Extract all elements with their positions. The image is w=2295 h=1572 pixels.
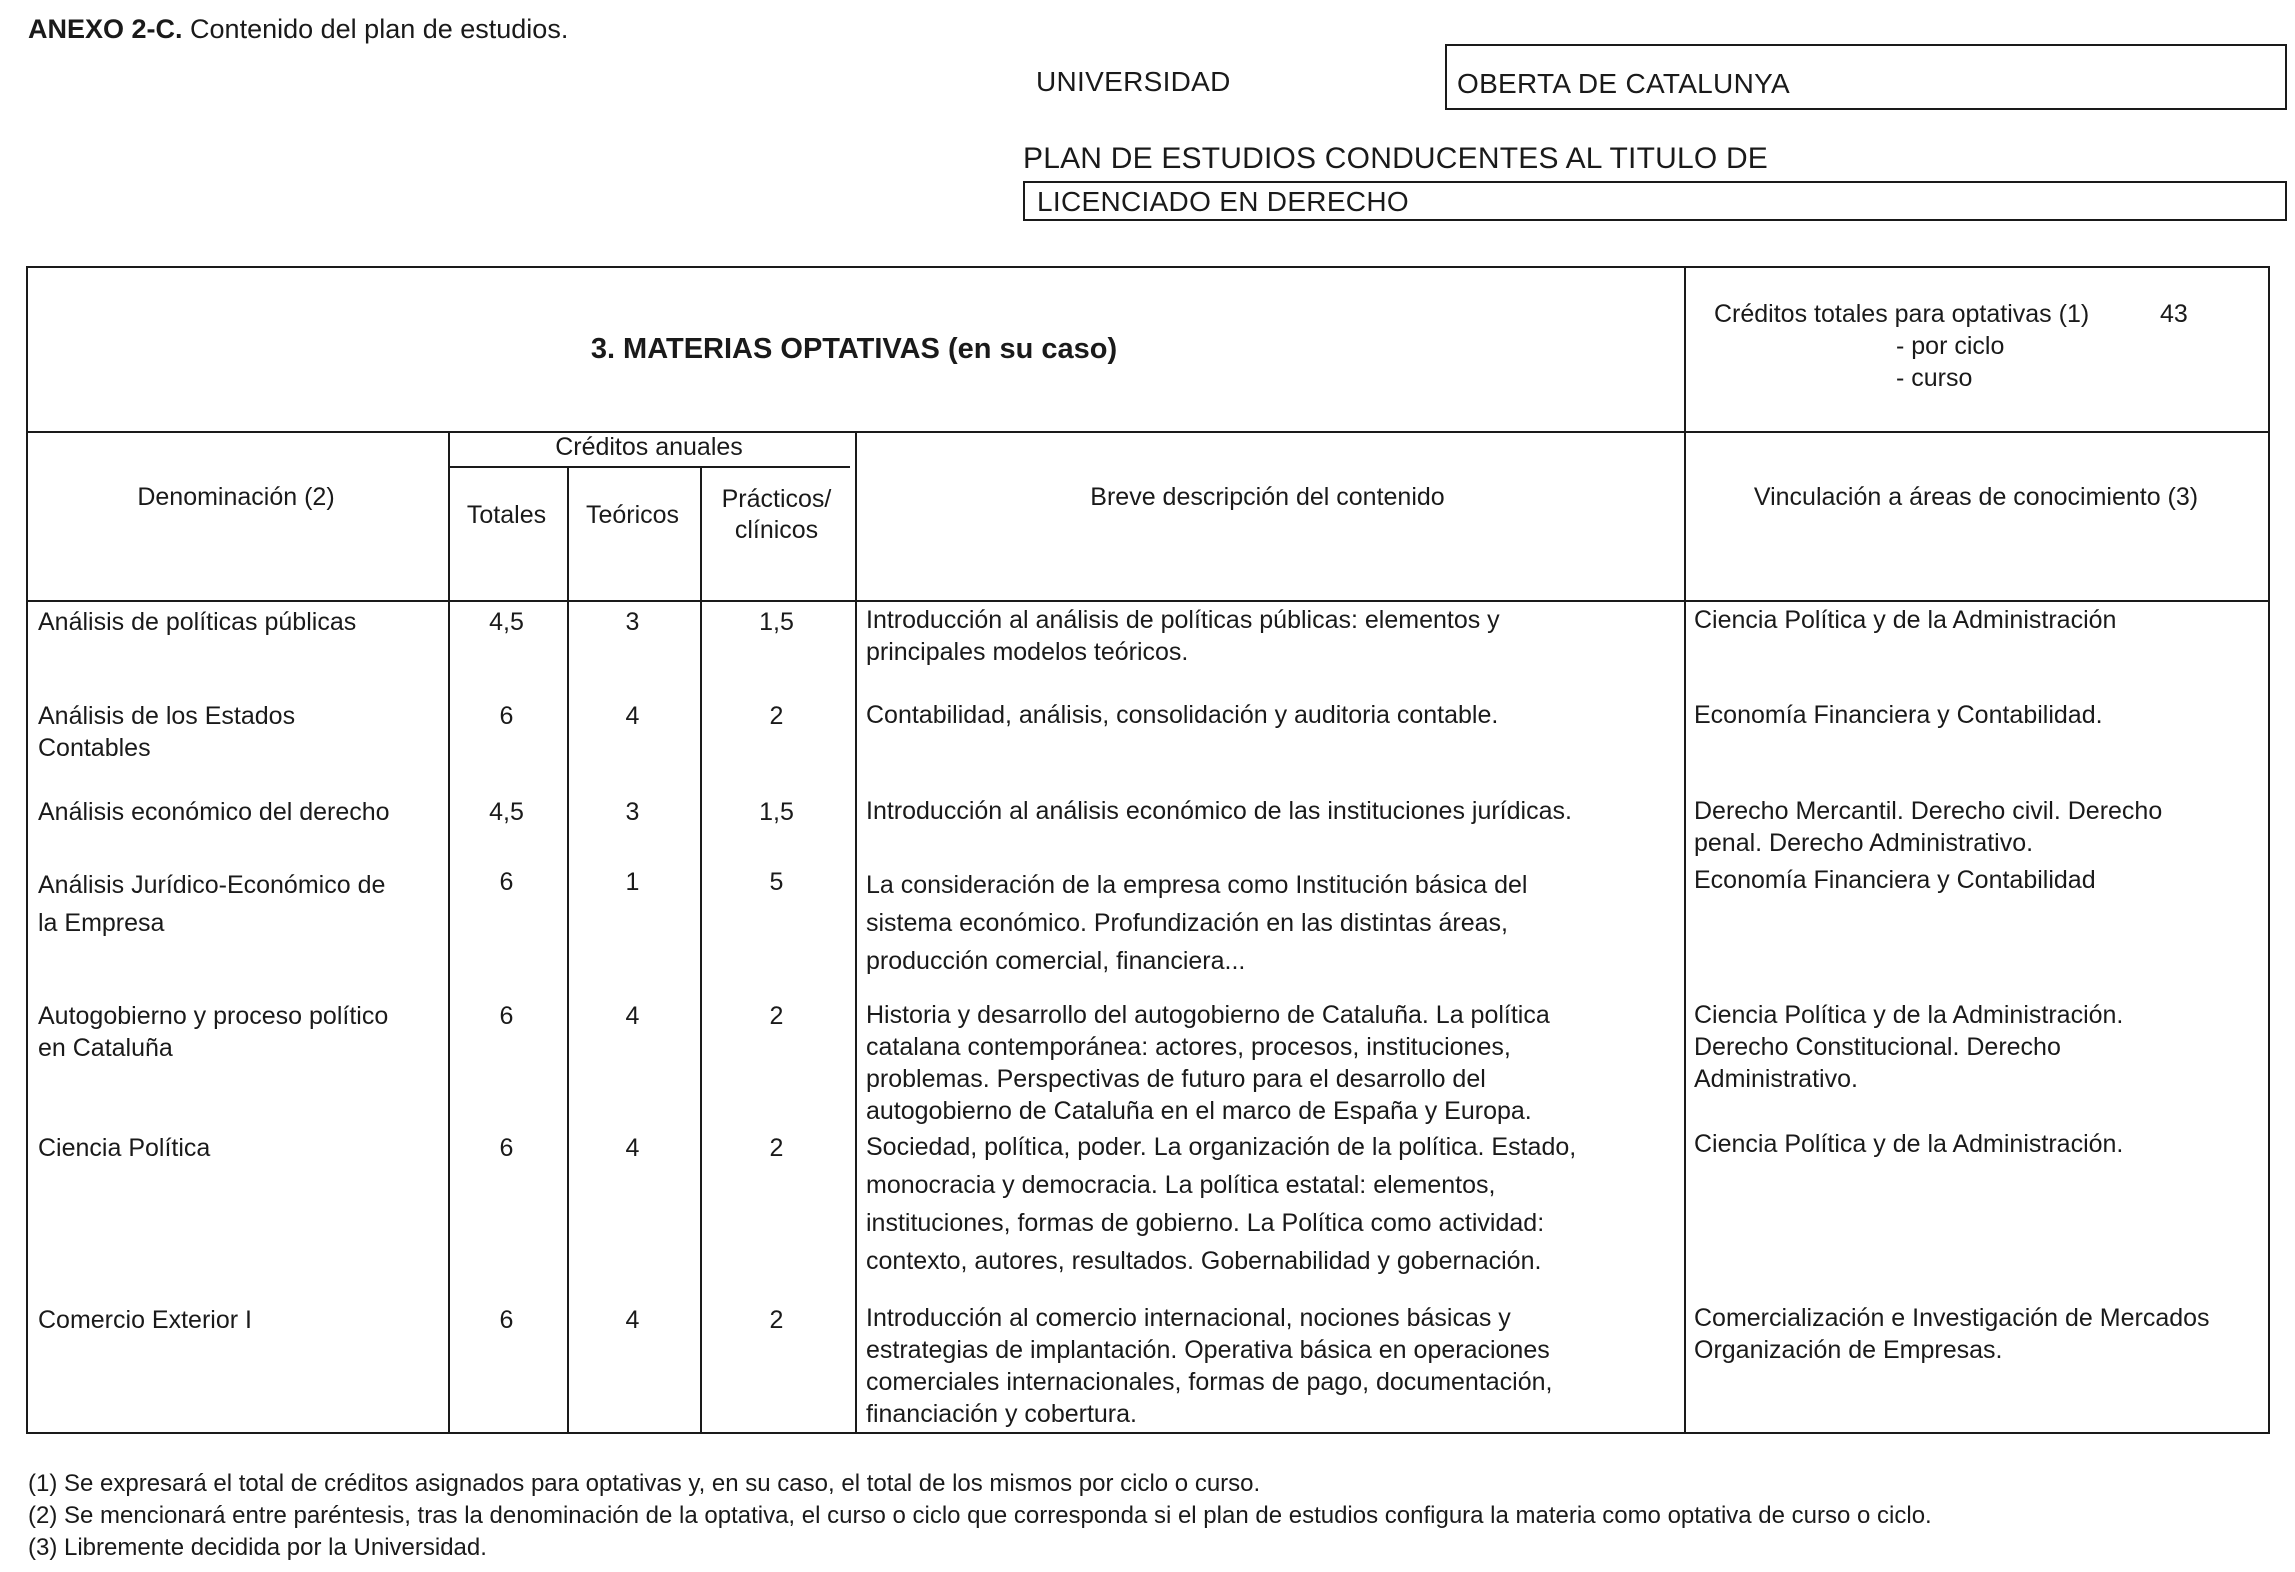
col-header-annual-credits: Créditos anuales [555,433,743,461]
col-header-practical-line-2: clínicos [734,516,819,544]
footnote: (1) Se expresará el total de créditos asignados para optativas y, en su caso, el total de los mismos por ciclo o curso. [28,1470,1261,1497]
row-description [866,999,1676,1127]
row-description-line: principales modelos teóricos. [866,638,1189,666]
col-header-theory: Teóricos [585,501,680,529]
row-description [866,795,1676,827]
row-description [866,1302,1676,1430]
row-areas-line: Derecho Mercantil. Derecho civil. Derecho [1694,797,2163,825]
row-name [38,796,438,828]
row-theory: 1 [625,868,640,896]
table-rule [448,431,450,1432]
row-total: 6 [499,1002,514,1030]
row-areas [1694,1302,2266,1366]
row-theory: 4 [625,1002,640,1030]
row-name-line: Análisis económico del derecho [38,798,390,826]
row-practical: 2 [769,1306,784,1334]
row-areas [1694,795,2266,859]
row-description-line: Sociedad, política, poder. La organización de la política. Estado, [866,1133,1577,1161]
footnote: (3) Libremente decidida por la Universidad. [28,1534,487,1561]
row-description-line: instituciones, formas de gobierno. La Política como actividad: [866,1209,1545,1237]
row-description-line: Introducción al comercio internacional, nociones básicas y [866,1304,1511,1332]
row-description [866,1128,1676,1280]
annex-label: ANEXO 2-C. [28,14,183,44]
row-practical: 1,5 [759,798,794,826]
col-header-practical [700,484,853,546]
row-total: 6 [499,1134,514,1162]
table-rule [1684,268,1686,1432]
optional-credits-block [1684,300,2268,404]
row-description-line: producción comercial, financiera... [866,947,1246,975]
row-areas-line: Economía Financiera y Contabilidad. [1694,701,2103,729]
row-description-line: sistema económico. Profundización en las distintas áreas, [866,909,1508,937]
section-title: 3. MATERIAS OPTATIVAS (en su caso) [590,333,1118,365]
row-areas [1694,864,2266,896]
optional-credits-value: 43 [2160,300,2188,328]
row-description-line: Historia y desarrollo del autogobierno de Cataluña. La política [866,1001,1550,1029]
table-rule [448,466,850,468]
row-theory: 3 [625,608,640,636]
annex-heading [28,14,568,45]
row-theory: 4 [625,702,640,730]
row-areas-line: Comercialización e Investigación de Mercados [1694,1304,2210,1332]
row-name-line: en Cataluña [38,1034,173,1062]
row-description-line: estrategias de implantación. Operativa básica en operaciones [866,1336,1550,1364]
row-name-line: Análisis Jurídico-Económico de [38,871,386,899]
row-practical: 2 [769,702,784,730]
university-label: UNIVERSIDAD [1036,66,1231,97]
row-areas-line: Ciencia Política y de la Administración. [1694,1130,2124,1158]
row-description-line: problemas. Perspectivas de futuro para el desarrollo del [866,1065,1486,1093]
row-description-line: Contabilidad, análisis, consolidación y auditoria contable. [866,701,1499,729]
row-name-line: Autogobierno y proceso político [38,1002,389,1030]
row-theory: 4 [625,1306,640,1334]
row-practical: 5 [769,868,784,896]
footnote: (2) Se mencionará entre paréntesis, tras la denominación de la optativa, el curso o ciclo que corresponda si el plan de estudios configura la materia como optativa de curso o ciclo. [28,1502,1932,1529]
row-name [38,606,438,638]
row-description-line: autogobierno de Cataluña en el marco de España y Europa. [866,1097,1532,1125]
row-total: 4,5 [489,608,524,636]
row-total: 6 [499,702,514,730]
row-name [38,1132,438,1164]
row-areas-line: Ciencia Política y de la Administración [1694,606,2117,634]
row-theory: 3 [625,798,640,826]
row-areas [1694,699,2266,731]
degree-name: LICENCIADO EN DERECHO [1037,186,1409,217]
degree-box [1023,181,2287,221]
row-description-line: financiación y cobertura. [866,1400,1137,1428]
row-areas-line: Economía Financiera y Contabilidad [1694,866,2096,894]
table-rule [28,431,2268,433]
col-header-total: Totales [466,501,547,529]
col-header-areas: Vinculación a áreas de conocimiento (3) [1753,483,2199,511]
row-areas-line: Derecho Constitucional. Derecho [1694,1033,2061,1061]
row-areas-line: Administrativo. [1694,1065,1858,1093]
row-total: 4,5 [489,798,524,826]
university-name-box [1445,44,2287,110]
row-name-line: Contables [38,734,151,762]
row-areas [1694,604,2266,636]
row-description [866,604,1676,668]
col-header-practical-line-1: Prácticos/ [721,485,832,513]
row-name [38,1000,438,1064]
row-practical: 2 [769,1134,784,1162]
row-description-line: Introducción al análisis de políticas públicas: elementos y [866,606,1500,634]
row-areas [1694,999,2266,1095]
row-areas [1694,1128,2266,1160]
row-name [38,1304,438,1336]
row-name-line: Comercio Exterior I [38,1306,252,1334]
row-name-line: Análisis de políticas públicas [38,608,357,636]
col-header-name: Denominación (2) [137,483,335,511]
annex-title: Contenido del plan de estudios. [190,14,569,44]
row-description [866,866,1676,980]
row-total: 6 [499,868,514,896]
row-name [38,866,438,942]
row-name-line: la Empresa [38,909,165,937]
university-name: OBERTA DE CATALUNYA [1457,68,1790,99]
row-description-line: Introducción al análisis económico de las instituciones jurídicas. [866,797,1572,825]
row-name-line: Ciencia Política [38,1134,211,1162]
row-areas-line: penal. Derecho Administrativo. [1694,829,2034,857]
table-rule [855,431,857,1432]
row-description-line: comerciales internacionales, formas de pago, documentación, [866,1368,1553,1396]
row-name [38,700,438,764]
row-areas-line: Ciencia Política y de la Administración. [1694,1001,2124,1029]
row-total: 6 [499,1306,514,1334]
table-rule [28,600,2268,602]
plan-label: PLAN DE ESTUDIOS CONDUCENTES AL TITULO DE [1023,142,1769,175]
row-areas-line: Organización de Empresas. [1694,1336,2003,1364]
row-description-line: La consideración de la empresa como Institución básica del [866,871,1528,899]
row-description-line: monocracia y democracia. La política estatal: elementos, [866,1171,1496,1199]
row-name-line: Análisis de los Estados [38,702,296,730]
col-header-description: Breve descripción del contenido [1090,483,1445,511]
row-description-line: contexto, autores, resultados. Gobernabilidad y gobernación. [866,1247,1542,1275]
row-theory: 4 [625,1134,640,1162]
optional-credits-label: Créditos totales para optativas (1) [1714,300,2090,328]
row-practical: 2 [769,1002,784,1030]
per-cycle-label: - por ciclo [1896,332,2005,360]
row-practical: 1,5 [759,608,794,636]
row-description [866,699,1676,731]
per-course-label: - curso [1896,364,1973,392]
row-description-line: catalana contemporánea: actores, procesos, instituciones, [866,1033,1511,1061]
